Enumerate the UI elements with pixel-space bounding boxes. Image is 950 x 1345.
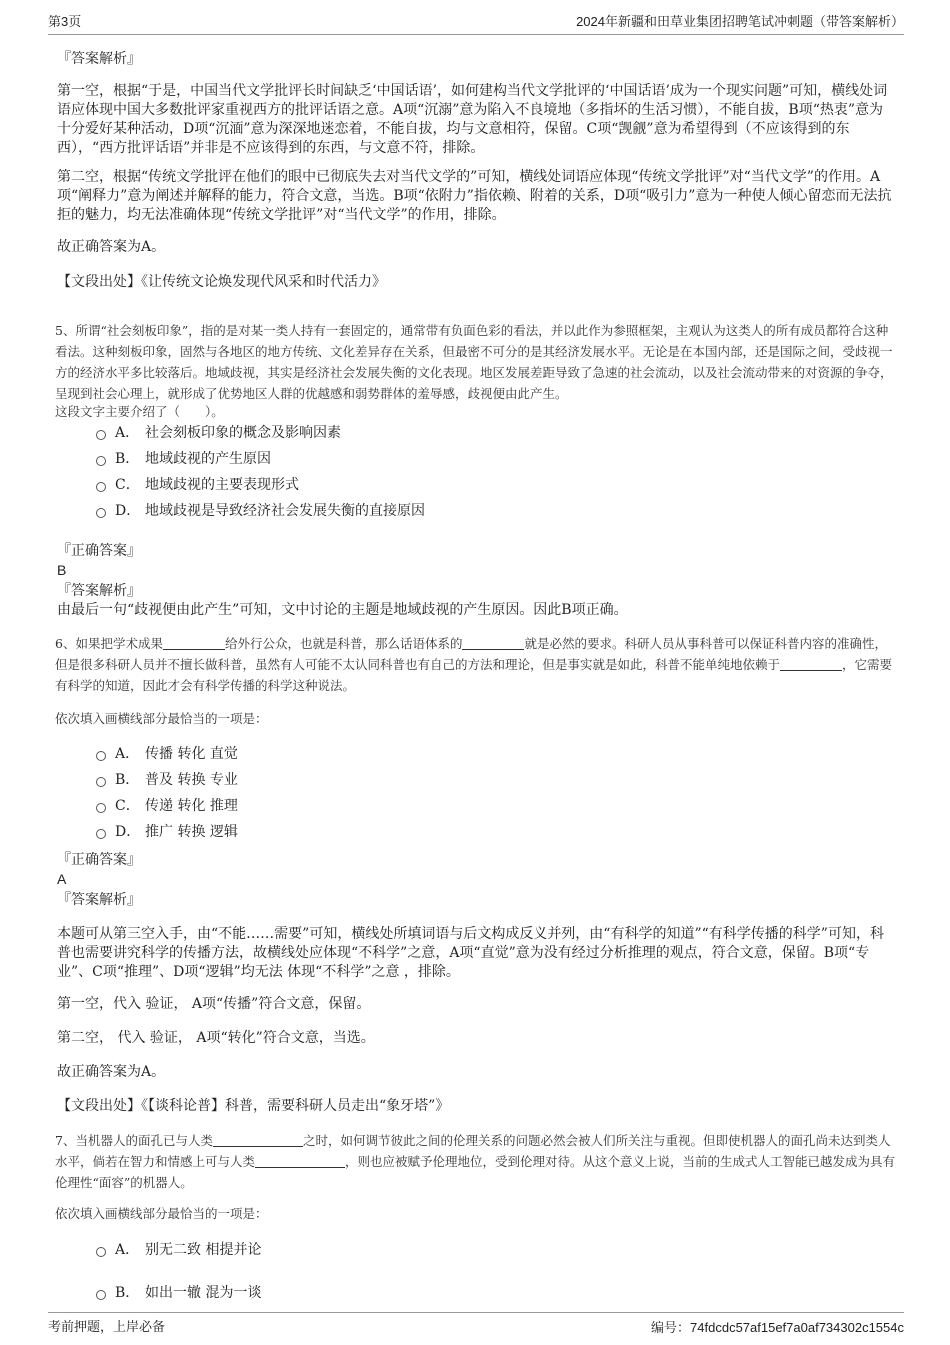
q6-prompt: 依次填入画横线部分最恰当的一项是： — [55, 711, 268, 726]
q5-option-a[interactable]: A． 社会刻板印象的概念及影响因素 — [96, 423, 341, 443]
q5-analysis-label: 『答案解析』 — [57, 583, 141, 599]
q7-option-b[interactable]: B． 如出一辙 混为一谈 — [96, 1283, 261, 1303]
radio-icon[interactable] — [96, 1290, 106, 1300]
q5-stem: 5、所谓“社会刻板印象”，指的是对某一类人持有一套固定的，通常带有负面色彩的看法，并以此作为参照框架，主观认为这类人的所有成员都符合这种看法。这种刻板印象，固然与各地区的地方传统、文化差异存在关系，但最密不可分的是其经济发展水平。无论是在本国内部，还是国际之间，受歧视一方的经济水平多比较落后。地域歧视，其实是经济社会发展失衡的文化表现。地区发展差距导致了急速的社会流动，以及社会流动带来的对资源的争夺，呈现到社会心理上，就形成了优势地区人群的优越感和弱势群体的羞辱感，歧视便由此产生。 — [55, 323, 893, 401]
q4-analysis-label: 『答案解析』 — [57, 51, 141, 67]
q5-option-c[interactable]: C． 地域歧视的主要表现形式 — [96, 475, 299, 495]
q7-stem: 7、当机器人的面孔已与人类 之时，如何调节彼此之间的伦理关系的问题必然会被人们所关注与重视。但即使机器人的面孔尚未达到类人水平，倘若在智力和情感上可与人类 ，则也应被赋予伦理地位，受到伦理对待。从这个意义上说，当前的生成式人工智能已越发成为具有伦理性“面容”的机器人。 — [55, 1133, 896, 1190]
q4-analysis-para1: 第一空，根据“于是，中国当代文学批评长时间缺乏‘中国话语’，如何建构当代文学批评的‘中国话语’成为一个现实问题”可知，横线处词语应体现中国大多数批评家重视西方的批评话语之意。A项“沉溺”意为陷入不良境地（多指坏的生活习惯），不能自拔，B项“热衷”意为十分爱好某种活动，D项“沉湎”意为深深地迷恋着，不能自拔，均与文意相符，保留。C项“觊觎”意为希望得到（不应该得到的东西），“西方批评话语”并非是不应该得到的东西，与文意不符，排除。 — [57, 83, 888, 156]
q6-conclusion: 故正确答案为A。 — [57, 1064, 166, 1080]
q6-stem: 6、如果把学术成果 给外行公众，也就是科普，那么话语体系的 就是必然的要求。科研人员从事科普可以保证科普内容的准确性，但是很多科研人员并不擅长做科普，虽然有人可能不太认同科普也有自己的方法和理论，但是事实就是如此，科普不能单纯地依赖于 ，它需要有科学的知道，因此才会有科学传播的科学这种说法。 — [55, 636, 893, 693]
page-footer — [48, 1312, 904, 1335]
radio-icon[interactable] — [96, 777, 106, 787]
q4-source: 【文段出处】《让传统文论焕发现代风采和时代活力》 — [57, 274, 386, 290]
q5-answer: B — [57, 562, 67, 578]
q5-option-b[interactable]: B． 地域歧视的产生原因 — [96, 449, 271, 469]
fill-blank — [780, 658, 842, 671]
page-header — [48, 12, 904, 35]
radio-icon[interactable] — [96, 508, 106, 518]
q6-source: 【文段出处】《【谈科论普】科普，需要科研人员走出“象牙塔”》 — [57, 1098, 450, 1114]
q6-analysis-label: 『答案解析』 — [57, 892, 141, 908]
footer-slogan: 考前押题，上岸必备 — [48, 1320, 166, 1335]
q6-option-b[interactable]: B． 普及 转换 专业 — [96, 770, 238, 790]
radio-icon[interactable] — [96, 1247, 106, 1257]
radio-icon[interactable] — [96, 751, 106, 761]
radio-icon[interactable] — [96, 829, 106, 839]
page-number: 第3页 — [48, 14, 82, 29]
fill-blank — [213, 1134, 303, 1147]
radio-icon[interactable] — [96, 482, 106, 492]
fill-blank — [255, 1155, 345, 1168]
radio-icon[interactable] — [96, 456, 106, 466]
q6-analysis-para2: 第一空，代入 验证， A项“传播”符合文意，保留。 — [57, 996, 371, 1012]
q6-answer: A — [57, 871, 67, 887]
fill-blank — [462, 637, 524, 650]
q6-option-d[interactable]: D． 推广 转换 逻辑 — [96, 822, 238, 842]
q5-option-d[interactable]: D． 地域歧视是导致经济社会发展失衡的直接原因 — [96, 501, 425, 521]
q7-prompt: 依次填入画横线部分最恰当的一项是： — [55, 1206, 268, 1221]
q6-analysis-para3: 第二空， 代入 验证， A项“转化”符合文意，当选。 — [57, 1030, 375, 1046]
q5-prompt: 这段文字主要介绍了（ ）。 — [55, 404, 224, 419]
fill-blank — [163, 637, 225, 650]
q5-answer-label: 『正确答案』 — [57, 543, 141, 559]
q6-option-c[interactable]: C． 传递 转化 推理 — [96, 796, 238, 816]
q4-analysis-para2: 第二空，根据“传统文学批评在他们的眼中已彻底失去对当代文学的”可知，横线处词语应体现“传统文学批评”对“当代文学”的作用。A项“阐释力”意为阐述并解释的能力，符合文意，当选。B项“依附力”指依赖、附着的关系，D项“吸引力”意为一种使人倾心留恋而无法抗拒的魅力，均无法准确体现“传统文学批评”对“当代文学”的作用，排除。 — [57, 169, 892, 223]
radio-icon[interactable] — [96, 803, 106, 813]
document-title: 2024年新疆和田草业集团招聘笔试冲刺题（带答案解析） — [576, 14, 904, 29]
q6-option-a[interactable]: A． 传播 转化 直觉 — [96, 744, 238, 764]
q7-option-a[interactable]: A． 别无二致 相提并论 — [96, 1240, 261, 1260]
radio-icon[interactable] — [96, 430, 106, 440]
q4-conclusion: 故正确答案为A。 — [57, 239, 166, 255]
q6-answer-label: 『正确答案』 — [57, 852, 141, 868]
q5-analysis: 由最后一句“歧视便由此产生”可知，文中讨论的主题是地域歧视的产生原因。因此B项正确。 — [57, 602, 628, 618]
q6-analysis-para1: 本题可从第三空入手，由“不能……需要”可知，横线处所填词语与后文构成反义并列，由“有科学的知道”“有科学传播的科学”可知，科普也需要讲究科学的传播方法，故横线处应体现“不科学”之意，A项“直觉”意为没有经过分析推理的观点，符合文意，保留。B项“专业”、C项“推理”、D项“逻辑”均无法 体现“不科学”之意 ，排除。 — [57, 926, 884, 980]
document-id: 编号：74fdcdc57af15ef7a0af734302c1554c — [651, 1320, 904, 1335]
